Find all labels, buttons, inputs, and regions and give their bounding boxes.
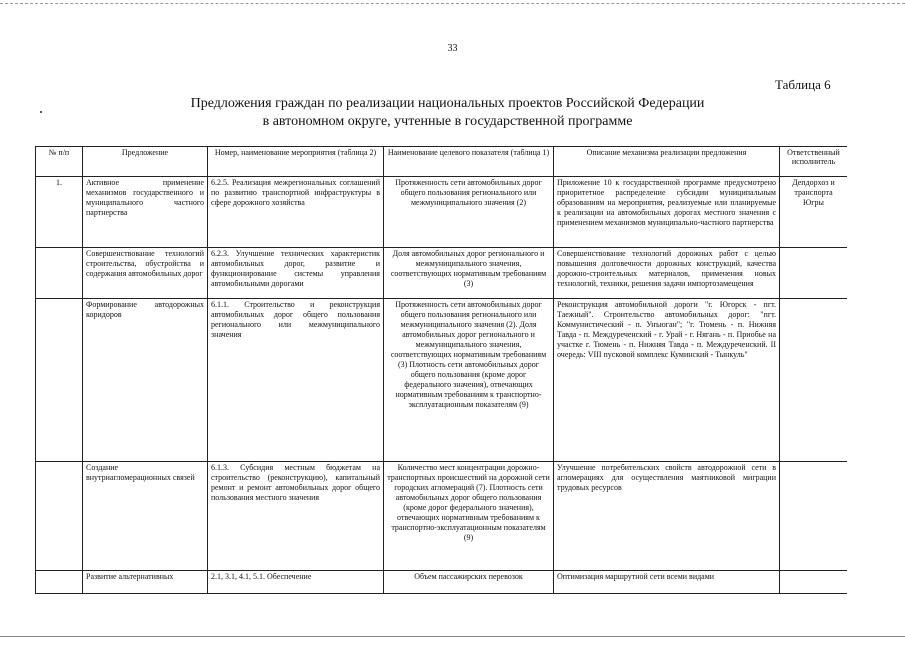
row-mechanism: Улучшение потребительских свойств автодорожной сети в агломерациях для осуществления маятниковой миграции трудовых ресурсов bbox=[554, 462, 780, 571]
row-proposal: Совершенствование технологий строительства, обустройства и содержания автомобильных дорог bbox=[83, 248, 208, 299]
row-executor: Депдорхоз и транспорта Югры bbox=[780, 177, 848, 248]
table-header-row bbox=[36, 147, 848, 177]
row-num: 1. bbox=[36, 177, 83, 248]
proposals-table-container bbox=[35, 146, 847, 646]
proposals-table bbox=[35, 146, 847, 594]
row-proposal: Формирование автодорожных коридоров bbox=[83, 299, 208, 462]
table-row bbox=[36, 177, 848, 248]
row-activity: 6.2.3. Улучшение технических характеристик автомобильных дорог, развитие и функционирование системы управления автомобильными дорогами bbox=[208, 248, 384, 299]
document-title-line-1: Предложения граждан по реализации национальных проектов Российской Федерации bbox=[190, 96, 705, 111]
row-mechanism: Приложение 10 к государственной программе предусмотрено приоритетное распределение субсидии муниципальным образованиям на мероприятия, реализуемые или планируемые к реализации на автомобильных дорогах местного значения с применением механизмов муниципально-частного партнерства bbox=[554, 177, 780, 248]
table-row bbox=[36, 462, 848, 571]
row-indicator: Протяженность сети автомобильных дорог общего пользования регионального или межмуниципального значения (2) bbox=[384, 177, 554, 248]
row-num bbox=[36, 462, 83, 571]
row-indicator: Количество мест концентрации дорожно-транспортных происшествий на дорожной сети городских агломераций (7). Плотность сети автомобильных дорог общего пользования (кроме дорог федерального значения), отвечающих нормативным требованиям к транспортно-эксплуатационным показателям (9) bbox=[384, 462, 554, 571]
scan-bottom-edge bbox=[0, 636, 905, 637]
row-mechanism: Совершенствование технологий дорожных работ с целью повышения долговечности дорожных конструкций, качества дорожно-строительных материалов, применения новых технологий, техники, решения задачи импортозамещения bbox=[554, 248, 780, 299]
page-number: 33 bbox=[447, 43, 458, 54]
row-indicator: Протяженность сети автомобильных дорог общего пользования регионального или межмуниципального значения (2). Доля автомобильных дорог регионального и межмуниципального значения, соответствующих нормативным требованиям (3) Плотность сети автомобильных дорог общего пользования (кроме дорог федерального значения), отвечающих нормативным требованиям к транспортно-эксплуатационным показателям (9) bbox=[384, 299, 554, 462]
header-executor: Ответственный исполнитель bbox=[780, 147, 848, 177]
row-executor bbox=[780, 248, 848, 299]
row-activity: 6.1.3. Субсидия местным бюджетам на строительство (реконструкцию), капитальный ремонт и ремонт автомобильных дорог общего пользования местного значения bbox=[208, 462, 384, 571]
row-executor bbox=[780, 299, 848, 462]
table-label: Таблица 6 bbox=[775, 77, 831, 92]
document-title-line-2: в автономном округе, учтенные в государственной программе bbox=[262, 114, 633, 129]
table-row bbox=[36, 299, 848, 462]
header-proposal: Предложение bbox=[83, 147, 208, 177]
document-title bbox=[150, 95, 745, 131]
scan-top-edge bbox=[0, 3, 905, 4]
row-mechanism: Оптимизация маршрутной сети всеми видами bbox=[554, 571, 780, 594]
row-proposal: Создание внутриагломерационных связей bbox=[83, 462, 208, 571]
row-activity: 6.2.5. Реализация межрегиональных соглашений по развитию транспортной инфраструктуры в сфере дорожного хозяйства bbox=[208, 177, 384, 248]
row-proposal: Развитие альтернативных bbox=[83, 571, 208, 594]
row-executor bbox=[780, 462, 848, 571]
row-num bbox=[36, 571, 83, 594]
row-num bbox=[36, 299, 83, 462]
row-proposal: Активное применение механизмов государственного и муниципального частного партнерства bbox=[83, 177, 208, 248]
scan-artifact-dot bbox=[40, 111, 42, 113]
header-activity: Номер, наименование мероприятия (таблица 2) bbox=[208, 147, 384, 177]
row-indicator: Объем пассажирских перевозок bbox=[384, 571, 554, 594]
header-num: № п/п bbox=[36, 147, 83, 177]
row-executor bbox=[780, 571, 848, 594]
header-indicator: Наименование целевого показателя (таблица 1) bbox=[384, 147, 554, 177]
table-row bbox=[36, 248, 848, 299]
row-mechanism: Реконструкция автомобильной дороги "г. Югорск - пгт. Таежный". Строительство автомобильных дорог: "пгт. Коммунистический - п. Унъюган"; "г. Тюмень - п. Нижняя Тавда - п. Междуреченский - г. Урай - г. Нягань - п. Приобье на участке г. Тюмень - п. Нижняя Тавда - п. Междуреченский. II очередь: VIII пусковой комплекс Куминский - Тынкуль" bbox=[554, 299, 780, 462]
header-mechanism: Описание механизма реализации предложения bbox=[554, 147, 780, 177]
row-indicator: Доля автомобильных дорог регионального и межмуниципального значения, соответствующих нормативным требованиям (3) bbox=[384, 248, 554, 299]
row-num bbox=[36, 248, 83, 299]
table-row bbox=[36, 571, 848, 594]
row-activity: 6.1.1. Строительство и реконструкция автомобильных дорог общего пользования регионального или межмуниципального значения bbox=[208, 299, 384, 462]
row-activity: 2.1, 3.1, 4.1, 5.1. Обеспечение bbox=[208, 571, 384, 594]
